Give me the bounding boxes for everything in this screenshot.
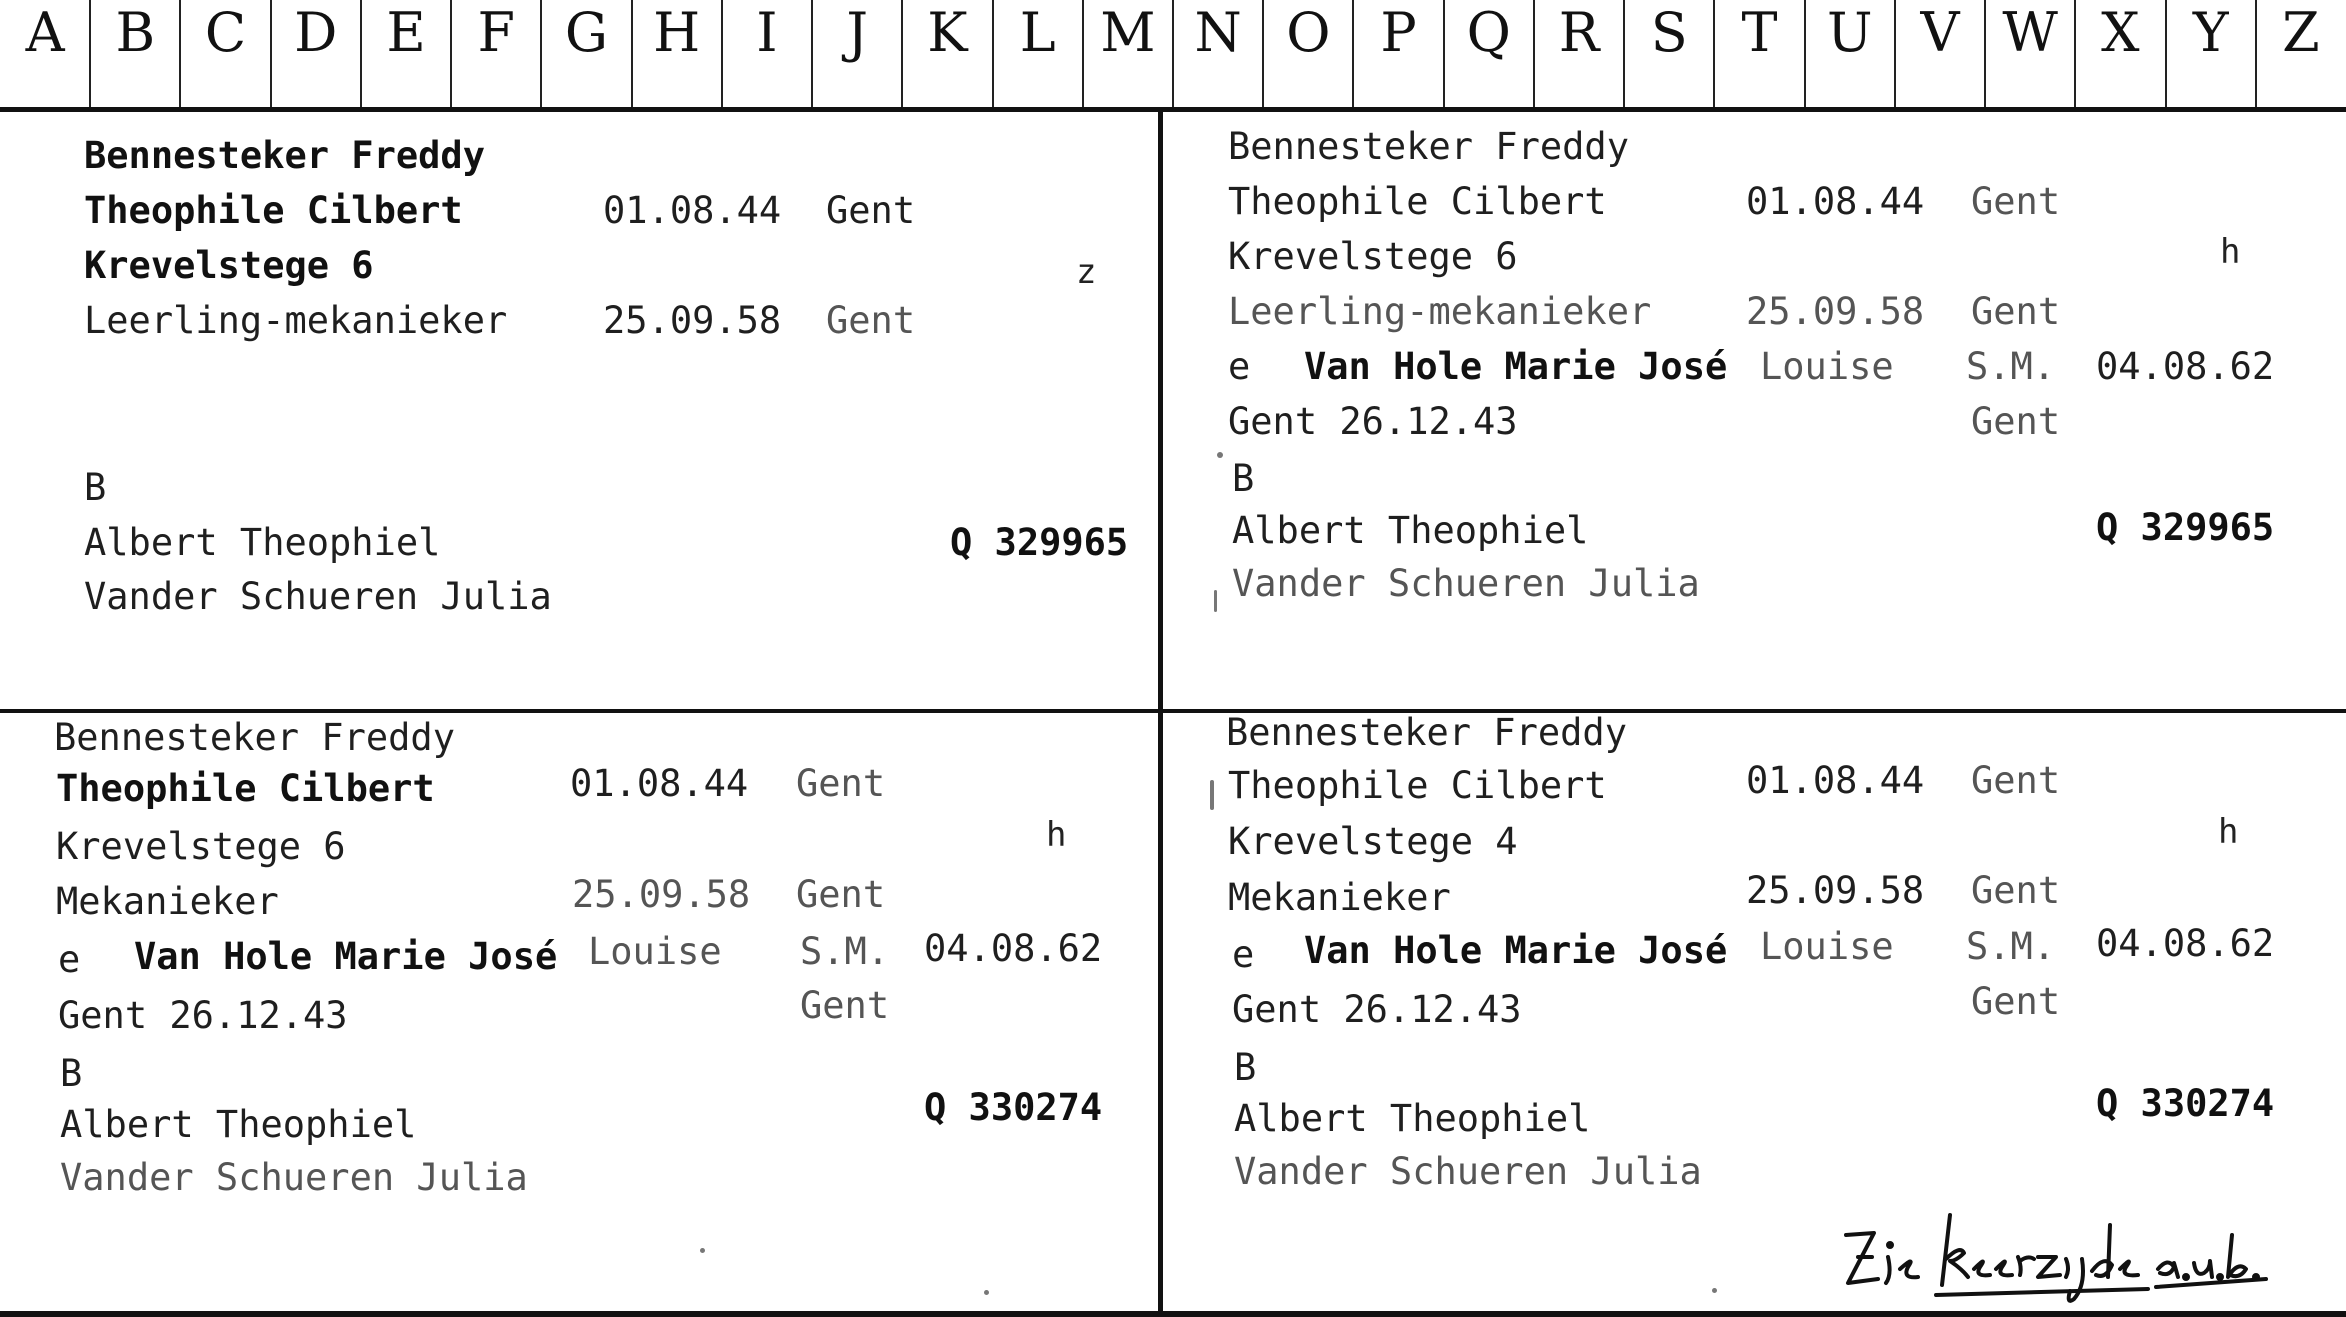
scan-speck xyxy=(1712,1288,1717,1293)
alphabet-separator xyxy=(1713,0,1715,107)
alphabet-letter-u: U xyxy=(1826,1,1873,64)
alphabet-letter-w: W xyxy=(2002,1,2058,64)
card-birth-place: Gent xyxy=(826,189,916,232)
card-mark: h xyxy=(1046,815,1067,855)
card-register-number: Q 329965 xyxy=(2096,506,2275,549)
card-occupation: Leerling-mekanieker xyxy=(1228,290,1652,333)
alphabet-separator xyxy=(2165,0,2167,107)
handwritten-note xyxy=(1838,1195,2278,1305)
card-address: Krevelstege 6 xyxy=(56,825,346,868)
alphabet-separator xyxy=(89,0,91,107)
alphabet-letter-g: G xyxy=(564,1,609,64)
card-register-number: Q 330274 xyxy=(2096,1082,2275,1125)
card-occupation-date: 25.09.58 xyxy=(572,873,751,916)
card-spouse-birth: Gent 26.12.43 xyxy=(1228,400,1518,443)
scan-speck xyxy=(1210,780,1214,810)
card-mark: h xyxy=(2220,232,2241,272)
alphabet-letter-c: C xyxy=(204,1,247,64)
alphabet-letter-s: S xyxy=(1650,1,1688,64)
card-spouse-birth: Gent 26.12.43 xyxy=(1232,988,1522,1031)
alphabet-index-strip xyxy=(0,0,2346,112)
card-birth-date: 01.08.44 xyxy=(603,189,782,232)
alphabet-separator xyxy=(1623,0,1625,107)
alphabet-separator xyxy=(1533,0,1535,107)
vertical-card-divider xyxy=(1158,112,1163,1317)
card-father: Albert Theophiel xyxy=(1234,1097,1591,1140)
alphabet-letter-e: E xyxy=(386,1,426,64)
alphabet-separator xyxy=(360,0,362,107)
card-spouse-name-extra: Louise xyxy=(588,930,722,973)
alphabet-separator xyxy=(1984,0,1986,107)
card-surname-line: Bennesteker Freddy xyxy=(84,134,485,177)
alphabet-separator xyxy=(450,0,452,107)
card-occupation-date: 25.09.58 xyxy=(603,299,782,342)
alphabet-letter-x: X xyxy=(2101,1,2140,64)
card-spouse-name-extra: Louise xyxy=(1760,345,1894,388)
alphabet-letter-q: Q xyxy=(1466,1,1511,64)
alphabet-letter-f: F xyxy=(477,1,515,64)
scan-speck xyxy=(1217,452,1223,458)
card-mark: h xyxy=(2218,812,2239,852)
card-marriage-place: Gent xyxy=(1971,980,2061,1023)
card-occupation: Mekanieker xyxy=(1228,876,1451,919)
alphabet-separator xyxy=(270,0,272,107)
card-spouse-name: Van Hole Marie José xyxy=(1304,345,1728,388)
card-spouse-name-extra: Louise xyxy=(1760,925,1894,968)
card-marriage-date: 04.08.62 xyxy=(2096,345,2275,388)
alphabet-separator xyxy=(1894,0,1896,107)
card-marriage-place: Gent xyxy=(1971,400,2061,443)
card-father: Albert Theophiel xyxy=(60,1103,417,1146)
card-occupation: Mekanieker xyxy=(56,880,279,923)
alphabet-letter-v: V xyxy=(1920,1,1960,64)
alphabet-separator xyxy=(2255,0,2257,107)
alphabet-letter-m: M xyxy=(1100,1,1156,64)
card-occupation-place: Gent xyxy=(1971,290,2061,333)
alphabet-letter-k: K xyxy=(927,1,968,64)
alphabet-letter-p: P xyxy=(1380,1,1417,64)
alphabet-letter-t: T xyxy=(1741,1,1778,64)
card-mother: Vander Schueren Julia xyxy=(1232,562,1700,605)
card-occupation-place: Gent xyxy=(796,873,886,916)
card-spouse-name: Van Hole Marie José xyxy=(134,935,558,978)
alphabet-letter-j: J xyxy=(846,1,868,64)
scan-speck xyxy=(984,1290,989,1295)
card-register-number: Q 329965 xyxy=(950,521,1129,564)
alphabet-letter-z: Z xyxy=(2282,1,2320,64)
card-occupation-date: 25.09.58 xyxy=(1746,290,1925,333)
card-birth-date: 01.08.44 xyxy=(1746,759,1925,802)
alphabet-separator xyxy=(631,0,633,107)
card-address: Krevelstege 4 xyxy=(1228,820,1518,863)
alphabet-separator xyxy=(1443,0,1445,107)
alphabet-separator xyxy=(901,0,903,107)
scan-speck xyxy=(1214,590,1217,612)
card-address: Krevelstege 6 xyxy=(1228,235,1518,278)
card-register-number: Q 330274 xyxy=(924,1086,1103,1129)
card-occupation-place: Gent xyxy=(826,299,916,342)
bottom-edge-divider xyxy=(0,1311,2346,1317)
card-father: Albert Theophiel xyxy=(84,521,441,564)
card-spouse-name: Van Hole Marie José xyxy=(1304,929,1728,972)
alphabet-separator xyxy=(721,0,723,107)
scan-speck xyxy=(700,1248,705,1253)
alphabet-letter-b: B xyxy=(115,1,156,64)
card-mother: Vander Schueren Julia xyxy=(84,575,552,618)
card-given-names: Theophile Cilbert xyxy=(1228,764,1607,807)
card-status-letter: B xyxy=(84,466,107,509)
card-birth-place: Gent xyxy=(1971,759,2061,802)
card-marriage-code: S.M. xyxy=(1966,345,2056,388)
alphabet-letter-h: H xyxy=(653,1,701,64)
card-status-letter: B xyxy=(60,1052,83,1095)
card-mother: Vander Schueren Julia xyxy=(60,1156,528,1199)
alphabet-separator xyxy=(1804,0,1806,107)
card-given-names: Theophile Cilbert xyxy=(84,189,463,232)
alphabet-letter-d: D xyxy=(294,1,338,64)
alphabet-separator xyxy=(179,0,181,107)
card-marriage-date: 04.08.62 xyxy=(2096,922,2275,965)
card-mark: z xyxy=(1076,252,1097,292)
alphabet-separator xyxy=(1172,0,1174,107)
alphabet-separator xyxy=(2074,0,2076,107)
card-given-names: Theophile Cilbert xyxy=(56,767,435,810)
card-birth-date: 01.08.44 xyxy=(1746,180,1925,223)
card-marriage-place: Gent xyxy=(800,984,890,1027)
alphabet-letter-n: N xyxy=(1194,1,1242,64)
card-marriage-date: 04.08.62 xyxy=(924,927,1103,970)
card-birth-place: Gent xyxy=(796,762,886,805)
alphabet-letter-l: L xyxy=(1019,1,1056,64)
alphabet-separator xyxy=(1082,0,1084,107)
alphabet-separator xyxy=(992,0,994,107)
alphabet-letter-r: R xyxy=(1558,1,1600,64)
card-status-letter: B xyxy=(1232,457,1255,500)
alphabet-separator xyxy=(1262,0,1264,107)
alphabet-letter-o: O xyxy=(1286,1,1331,64)
alphabet-letter-a: A xyxy=(25,1,65,64)
card-father: Albert Theophiel xyxy=(1232,509,1589,552)
card-status-letter: B xyxy=(1234,1046,1257,1089)
card-given-names: Theophile Cilbert xyxy=(1228,180,1607,223)
card-address: Krevelstege 6 xyxy=(84,244,374,287)
alphabet-letter-i: I xyxy=(756,1,778,64)
card-spouse-prefix: e xyxy=(1228,345,1251,388)
card-marriage-code: S.M. xyxy=(1966,925,2056,968)
card-spouse-prefix: e xyxy=(1232,933,1255,976)
card-marriage-code: S.M. xyxy=(800,930,890,973)
card-birth-date: 01.08.44 xyxy=(570,762,749,805)
card-occupation-place: Gent xyxy=(1971,869,2061,912)
alphabet-separator xyxy=(540,0,542,107)
horizontal-card-divider xyxy=(0,709,2346,713)
card-spouse-prefix: e xyxy=(58,938,81,981)
card-occupation-date: 25.09.58 xyxy=(1746,869,1925,912)
card-mother: Vander Schueren Julia xyxy=(1234,1150,1702,1193)
card-occupation: Leerling-mekanieker xyxy=(84,299,508,342)
card-spouse-birth: Gent 26.12.43 xyxy=(58,994,348,1037)
alphabet-letter-y: Y xyxy=(2192,1,2229,64)
card-surname-line: Bennesteker Freddy xyxy=(54,716,455,759)
card-birth-place: Gent xyxy=(1971,180,2061,223)
card-surname-line: Bennesteker Freddy xyxy=(1228,125,1629,168)
alphabet-separator xyxy=(811,0,813,107)
card-surname-line: Bennesteker Freddy xyxy=(1226,711,1627,754)
alphabet-separator xyxy=(1352,0,1354,107)
